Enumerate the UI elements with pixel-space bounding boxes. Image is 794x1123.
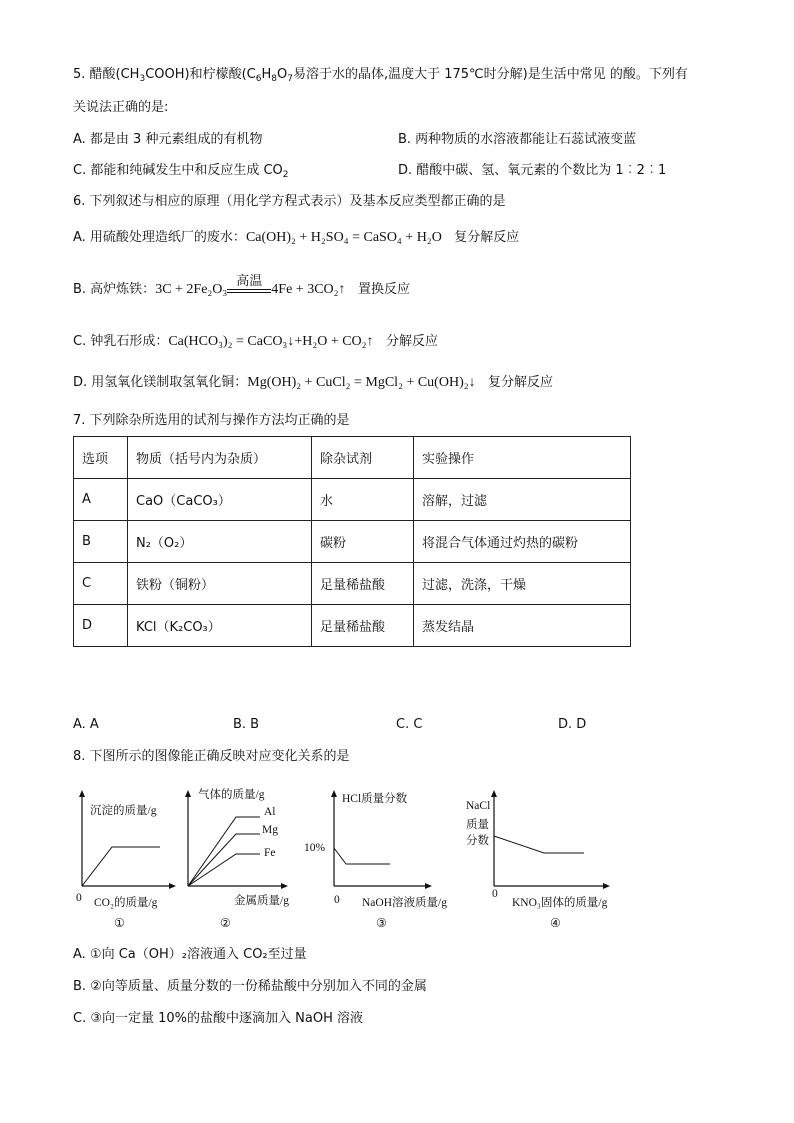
graph-4-ylabel-line1: NaCl [466, 800, 491, 812]
table-cell: KCl（K₂CO₃） [128, 605, 312, 647]
q7-option-c: C. C [396, 717, 423, 732]
graph-2-line-mg: Mg [262, 824, 278, 836]
table-row [74, 521, 631, 563]
q5-stem-line1: 5. 醋酸$(CH_3COOH)$和柠檬酸($C_6H_8O_7$易溶于水的晶体,温度大于 175℃时分解)是生活中常见 的酸。下列有 [73, 67, 688, 84]
graph-2-plot [176, 786, 296, 896]
graph-2-number: ② [220, 916, 231, 930]
q6-option-d: D. 用氢氧化镁制取氢氧化铜：Mg(OH)₂ + CuCl₂ = MgCl₂ + Cu(OH)₂↓ 复分解反应 [73, 375, 554, 390]
table-cell: 过滤，洗涤，干燥 [414, 563, 631, 605]
table-header: 除杂试剂 [312, 437, 414, 479]
table-cell: 足量稀盐酸 [312, 563, 414, 605]
q8-stem: 8. 下图所示的图像能正确反映对应变化关系的是 [73, 749, 350, 764]
table-header: 物质（括号内为杂质） [128, 437, 312, 479]
table-cell: 足量稀盐酸 [312, 605, 414, 647]
table-row [74, 479, 631, 521]
table-cell: 铁粉（铜粉） [128, 563, 312, 605]
table-cell: 水 [312, 479, 414, 521]
table-cell: C [74, 563, 128, 605]
graph-1-ylabel: 沉淀的质量/g [90, 805, 157, 817]
graph-4-xlabel: KNO₃固体的质量/g [512, 897, 608, 909]
q7-option-a: A. A [73, 717, 99, 732]
q8-option-c: C. ③向一定量 10%的盐酸中逐滴加入 NaOH 溶液 [73, 1011, 363, 1026]
graph-4-origin: 0 [492, 888, 498, 900]
table-cell: D [74, 605, 128, 647]
graph-3-origin: 0 [334, 894, 340, 906]
graph-2-xlabel: 金属质量/g [234, 895, 289, 907]
q8-option-b: B. ②向等质量、质量分数的一份稀盐酸中分别加入不同的金属 [73, 979, 427, 994]
graph-2-ylabel: 气体的质量/g [198, 789, 265, 801]
graph-3-number: ③ [376, 916, 387, 930]
table-cell: 碳粉 [312, 521, 414, 563]
q7-option-b: B. B [233, 717, 260, 732]
q8-option-a: A. ①向 Ca（OH）₂溶液通入 CO₂至过量 [73, 947, 307, 962]
table-row [74, 605, 631, 647]
q5-stem-line2: 关说法正确的是: [73, 100, 169, 115]
table-cell: 蒸发结晶 [414, 605, 631, 647]
q5-option-c: C. 都能和纯碱发生中和反应生成 $CO_2$ [73, 163, 289, 180]
table-cell: A [74, 479, 128, 521]
table-header: 选项 [74, 437, 128, 479]
graph-3-ylabel: HCl质量分数 [342, 793, 408, 805]
graph-2-line-al: Al [264, 806, 276, 818]
table-cell: CaO（CaCO₃） [128, 479, 312, 521]
graph-4-number: ④ [550, 916, 561, 930]
q6-option-a: A. 用硫酸处理造纸厂的废水：Ca(OH)₂ + H₂SO₄ = CaSO₄ + H₂O 复分解反应 [73, 230, 520, 245]
graph-1-number: ① [114, 916, 125, 930]
q6-option-c: C. 钟乳石形成：Ca(HCO₃)₂ = CaCO₃↓+H₂O + CO₂↑ 分解反应 [73, 334, 438, 349]
graph-4-ylabel-line3: 分数 [466, 835, 489, 847]
graph-3-ytick: 10% [304, 842, 326, 854]
table-row [74, 563, 631, 605]
q5-option-a: A. 都是由 3 种元素组成的有机物 [73, 132, 263, 147]
q7-stem: 7. 下列除杂所选用的试剂与操作方法均正确的是 [73, 413, 350, 428]
graph-3-xlabel: NaOH溶液质量/g [362, 897, 447, 909]
table-header: 实验操作 [414, 437, 631, 479]
q6-a-equation: Ca(OH)₂ + H₂SO₄ = CaSO₄ + H₂O [245, 230, 442, 245]
q6-b-condition-arrow: 高温 [227, 290, 271, 293]
table-cell: 溶解，过滤 [414, 479, 631, 521]
q5-option-b: B. 两种物质的水溶液都能让石蕊试液变蓝 [398, 132, 637, 147]
graph-1-xlabel: CO₂的质量/g [94, 897, 158, 909]
q6-option-b: B. 高炉炼铁：3C + 2Fe₂O₃ 高温 4Fe + 3CO₂↑ 置换反应 [73, 274, 410, 297]
graph-4-ylabel-line2: 质量 [466, 819, 489, 831]
table-cell: B [74, 521, 128, 563]
table-header-row [74, 437, 631, 479]
table-cell: 将混合气体通过灼热的碳粉 [414, 521, 631, 563]
q6-stem: 6. 下列叙述与相应的原理（用化学方程式表示）及基本反应类型都正确的是 [73, 194, 506, 209]
q5-option-d: D. 醋酸中碳、氢、氧元素的个数比为 1︰2︰1 [398, 163, 667, 178]
table-cell: N₂（O₂） [128, 521, 312, 563]
q7-option-d: D. D [558, 717, 587, 732]
q7-table [73, 436, 631, 647]
graph-1-origin: 0 [76, 892, 82, 904]
graph-2-line-fe: Fe [264, 847, 276, 859]
